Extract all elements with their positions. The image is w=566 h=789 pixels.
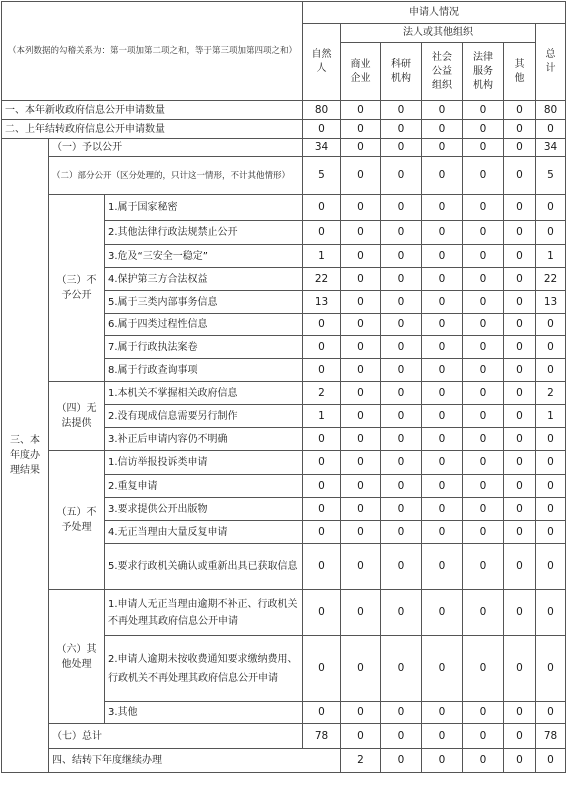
cell: 0: [381, 405, 422, 428]
cell: 0: [463, 291, 504, 314]
cell: 0: [504, 544, 536, 590]
row-label: （七）总计: [49, 724, 303, 749]
row-label: 5.要求行政机关确认或重新出具已获取信息: [105, 544, 303, 590]
cell: 0: [341, 221, 381, 245]
cell: 13: [536, 291, 566, 314]
cell: 1: [303, 245, 341, 268]
cell: 0: [341, 157, 381, 195]
disclosure-table: [1, 1, 566, 773]
cell: 0: [422, 291, 463, 314]
cell: 0: [422, 359, 463, 382]
cell: 0: [303, 590, 341, 636]
cell: 78: [536, 724, 566, 749]
cell: 0: [341, 120, 381, 139]
cell: 78: [303, 724, 341, 749]
row-label: 四、结转下年度继续办理: [49, 749, 341, 773]
cell: 0: [504, 382, 536, 405]
cell: 0: [381, 336, 422, 359]
row-label: 3.要求提供公开出版物: [105, 498, 303, 521]
cell: 0: [381, 521, 422, 544]
section-3-label: 三、本年度办理结果: [2, 139, 49, 773]
cell: 0: [536, 359, 566, 382]
row-label: 6.属于四类过程性信息: [105, 314, 303, 336]
cell: 0: [422, 451, 463, 475]
table-row: [2, 120, 566, 139]
cell: 0: [504, 195, 536, 221]
cell: 0: [341, 475, 381, 498]
cell: 0: [381, 498, 422, 521]
cell: 0: [504, 724, 536, 749]
row-label: 1.属于国家秘密: [105, 195, 303, 221]
cell: 0: [504, 702, 536, 724]
cell: 0: [504, 221, 536, 245]
header-note: （本列数据的勾稽关系为：第一项加第二项之和，等于第三项加第四项之和）: [2, 2, 303, 101]
row-label: 3.补正后申请内容仍不明确: [105, 428, 303, 451]
cell: 0: [463, 636, 504, 702]
header-org-legal-service: 法律服务机构: [463, 43, 504, 101]
cell: 0: [381, 359, 422, 382]
cell: 0: [463, 139, 504, 157]
cell: 0: [303, 544, 341, 590]
cell: 0: [504, 101, 536, 120]
header-natural-person: 自然人: [303, 24, 341, 101]
cell: 0: [422, 336, 463, 359]
cell: 0: [422, 157, 463, 195]
cell: 0: [341, 359, 381, 382]
cell: 0: [536, 590, 566, 636]
cell: 0: [381, 724, 422, 749]
cell: 0: [303, 221, 341, 245]
row-label: 8.属于行政查询事项: [105, 359, 303, 382]
row-label: 1.信访举报投诉类申请: [105, 451, 303, 475]
cell: 0: [536, 451, 566, 475]
cell: 0: [341, 382, 381, 405]
cell: 0: [341, 521, 381, 544]
cell: 22: [536, 268, 566, 291]
header-org-public-welfare: 社会公益组织: [422, 43, 463, 101]
cell: 0: [381, 475, 422, 498]
cell: 13: [303, 291, 341, 314]
cell: 0: [463, 544, 504, 590]
cell: 0: [536, 475, 566, 498]
cell: 0: [303, 636, 341, 702]
cell: 0: [341, 636, 381, 702]
header-org-business: 商业企业: [341, 43, 381, 101]
cell: 0: [303, 336, 341, 359]
cell: 0: [341, 195, 381, 221]
cell: 0: [463, 428, 504, 451]
row-label: 2.没有现成信息需要另行制作: [105, 405, 303, 428]
cell: 0: [303, 521, 341, 544]
header-applicant: 申请人情况: [303, 2, 566, 24]
cell: 0: [303, 359, 341, 382]
cell: 0: [504, 428, 536, 451]
cell: 0: [422, 405, 463, 428]
cell: 0: [504, 245, 536, 268]
header-org-other: 其他: [504, 43, 536, 101]
cell: 0: [422, 749, 463, 773]
row-label: 2.其他法律行政法规禁止公开: [105, 221, 303, 245]
cell: 0: [463, 590, 504, 636]
row-label: 2.申请人逾期未按收费通知要求缴纳费用、行政机关不再处理其政府信息公开申请: [105, 636, 303, 702]
cell: 0: [381, 245, 422, 268]
cell: 0: [463, 405, 504, 428]
cell: 80: [303, 101, 341, 120]
row-label: 3.其他: [105, 702, 303, 724]
cell: 0: [381, 544, 422, 590]
cell: 0: [303, 702, 341, 724]
group-5-label: （五）不予处理: [49, 451, 105, 590]
cell: 0: [463, 498, 504, 521]
cell: 0: [422, 314, 463, 336]
cell: 2: [341, 749, 381, 773]
cell: 0: [536, 702, 566, 724]
cell: 34: [303, 139, 341, 157]
cell: 0: [341, 101, 381, 120]
cell: 0: [504, 314, 536, 336]
cell: 0: [463, 120, 504, 139]
cell: 0: [504, 359, 536, 382]
cell: 0: [422, 590, 463, 636]
group-3-label: （三）不予公开: [49, 195, 105, 382]
row-label: 二、上年结转政府信息公开申请数量: [2, 120, 303, 139]
cell: 0: [504, 336, 536, 359]
cell: 0: [381, 636, 422, 702]
cell: 0: [422, 636, 463, 702]
table-row: [2, 382, 566, 405]
cell: 0: [463, 336, 504, 359]
cell: 0: [381, 101, 422, 120]
cell: 0: [463, 475, 504, 498]
cell: 0: [341, 245, 381, 268]
cell: 0: [536, 195, 566, 221]
cell: 0: [381, 221, 422, 245]
row-label: 2.重复申请: [105, 475, 303, 498]
cell: 0: [463, 749, 504, 773]
cell: 0: [504, 498, 536, 521]
cell: 0: [536, 314, 566, 336]
cell: 0: [504, 451, 536, 475]
cell: 2: [536, 382, 566, 405]
cell: 0: [381, 120, 422, 139]
cell: 0: [504, 405, 536, 428]
cell: 34: [536, 139, 566, 157]
row-label: 7.属于行政执法案卷: [105, 336, 303, 359]
cell: 0: [341, 268, 381, 291]
cell: 0: [504, 521, 536, 544]
cell: 0: [536, 336, 566, 359]
group-4-label: （四）无法提供: [49, 382, 105, 451]
table-row: [2, 157, 566, 195]
cell: 0: [381, 268, 422, 291]
cell: 0: [463, 195, 504, 221]
row-label: （一）予以公开: [49, 139, 303, 157]
cell: 0: [422, 428, 463, 451]
cell: 0: [422, 724, 463, 749]
cell: 0: [463, 268, 504, 291]
cell: 0: [536, 521, 566, 544]
table-row: [2, 451, 566, 475]
cell: 0: [463, 314, 504, 336]
cell: 0: [463, 101, 504, 120]
cell: 0: [504, 749, 536, 773]
cell: 5: [536, 157, 566, 195]
cell: 0: [422, 139, 463, 157]
cell: 0: [536, 498, 566, 521]
cell: 0: [504, 268, 536, 291]
cell: 0: [422, 498, 463, 521]
cell: 0: [463, 724, 504, 749]
cell: 0: [341, 291, 381, 314]
cell: 0: [463, 157, 504, 195]
cell: 0: [341, 314, 381, 336]
cell: 0: [422, 221, 463, 245]
cell: 0: [381, 382, 422, 405]
cell: 0: [381, 749, 422, 773]
table-row: [2, 139, 566, 157]
cell: 0: [303, 451, 341, 475]
cell: 0: [422, 245, 463, 268]
table-row: [2, 724, 566, 749]
cell: 1: [536, 245, 566, 268]
cell: 0: [381, 139, 422, 157]
cell: 1: [303, 405, 341, 428]
cell: 0: [463, 702, 504, 724]
row-label: 4.保护第三方合法权益: [105, 268, 303, 291]
cell: 0: [381, 702, 422, 724]
cell: 0: [422, 544, 463, 590]
row-label: 5.属于三类内部事务信息: [105, 291, 303, 314]
cell: 1: [536, 405, 566, 428]
cell: 0: [341, 428, 381, 451]
header-org-research: 科研机构: [381, 43, 422, 101]
cell: 2: [303, 382, 341, 405]
cell: 0: [381, 314, 422, 336]
table-row: [2, 590, 566, 636]
cell: 0: [303, 475, 341, 498]
cell: 0: [536, 120, 566, 139]
cell: 0: [504, 157, 536, 195]
cell: 0: [422, 101, 463, 120]
cell: 0: [463, 382, 504, 405]
cell: 0: [381, 157, 422, 195]
cell: 0: [536, 544, 566, 590]
cell: 0: [341, 702, 381, 724]
header-total: 总计: [536, 24, 566, 101]
cell: 0: [504, 291, 536, 314]
cell: 0: [381, 291, 422, 314]
cell: 0: [341, 498, 381, 521]
row-label: 1.本机关不掌握相关政府信息: [105, 382, 303, 405]
cell: 0: [341, 405, 381, 428]
cell: 0: [422, 120, 463, 139]
table-row: [2, 195, 566, 221]
cell: 0: [463, 221, 504, 245]
cell: 0: [536, 749, 566, 773]
row-label: 3.危及“三安全一稳定”: [105, 245, 303, 268]
cell: 0: [341, 544, 381, 590]
cell: 0: [463, 359, 504, 382]
cell: 0: [303, 120, 341, 139]
table-row: [2, 749, 566, 773]
cell: 0: [341, 724, 381, 749]
cell: 0: [341, 139, 381, 157]
cell: 0: [422, 475, 463, 498]
cell: 0: [341, 451, 381, 475]
cell: 0: [422, 521, 463, 544]
row-label: （二）部分公开（区分处理的，只计这一情形，不计其他情形）: [49, 157, 303, 195]
cell: 0: [303, 314, 341, 336]
cell: 0: [381, 195, 422, 221]
cell: 0: [422, 702, 463, 724]
cell: 0: [341, 590, 381, 636]
cell: 0: [463, 451, 504, 475]
cell: 22: [303, 268, 341, 291]
cell: 0: [536, 428, 566, 451]
cell: 0: [504, 475, 536, 498]
header-legal-org: 法人或其他组织: [341, 24, 536, 43]
cell: 0: [463, 521, 504, 544]
cell: 0: [536, 221, 566, 245]
cell: 0: [303, 498, 341, 521]
row-label: 1.申请人无正当理由逾期不补正、行政机关不再处理其政府信息公开申请: [105, 590, 303, 636]
cell: 0: [504, 636, 536, 702]
cell: 0: [303, 428, 341, 451]
cell: 0: [504, 120, 536, 139]
cell: 0: [422, 382, 463, 405]
cell: 0: [463, 245, 504, 268]
table-row: [2, 101, 566, 120]
cell: 0: [504, 139, 536, 157]
cell: 0: [303, 195, 341, 221]
cell: 0: [504, 590, 536, 636]
cell: 0: [422, 268, 463, 291]
cell: 0: [341, 336, 381, 359]
cell: 0: [536, 636, 566, 702]
cell: 0: [381, 428, 422, 451]
cell: 80: [536, 101, 566, 120]
cell: 5: [303, 157, 341, 195]
row-label: 4.无正当理由大量反复申请: [105, 521, 303, 544]
cell: 0: [381, 590, 422, 636]
group-6-label: （六）其他处理: [49, 590, 105, 724]
cell: 0: [381, 451, 422, 475]
row-label: 一、本年新收政府信息公开申请数量: [2, 101, 303, 120]
cell: 0: [422, 195, 463, 221]
